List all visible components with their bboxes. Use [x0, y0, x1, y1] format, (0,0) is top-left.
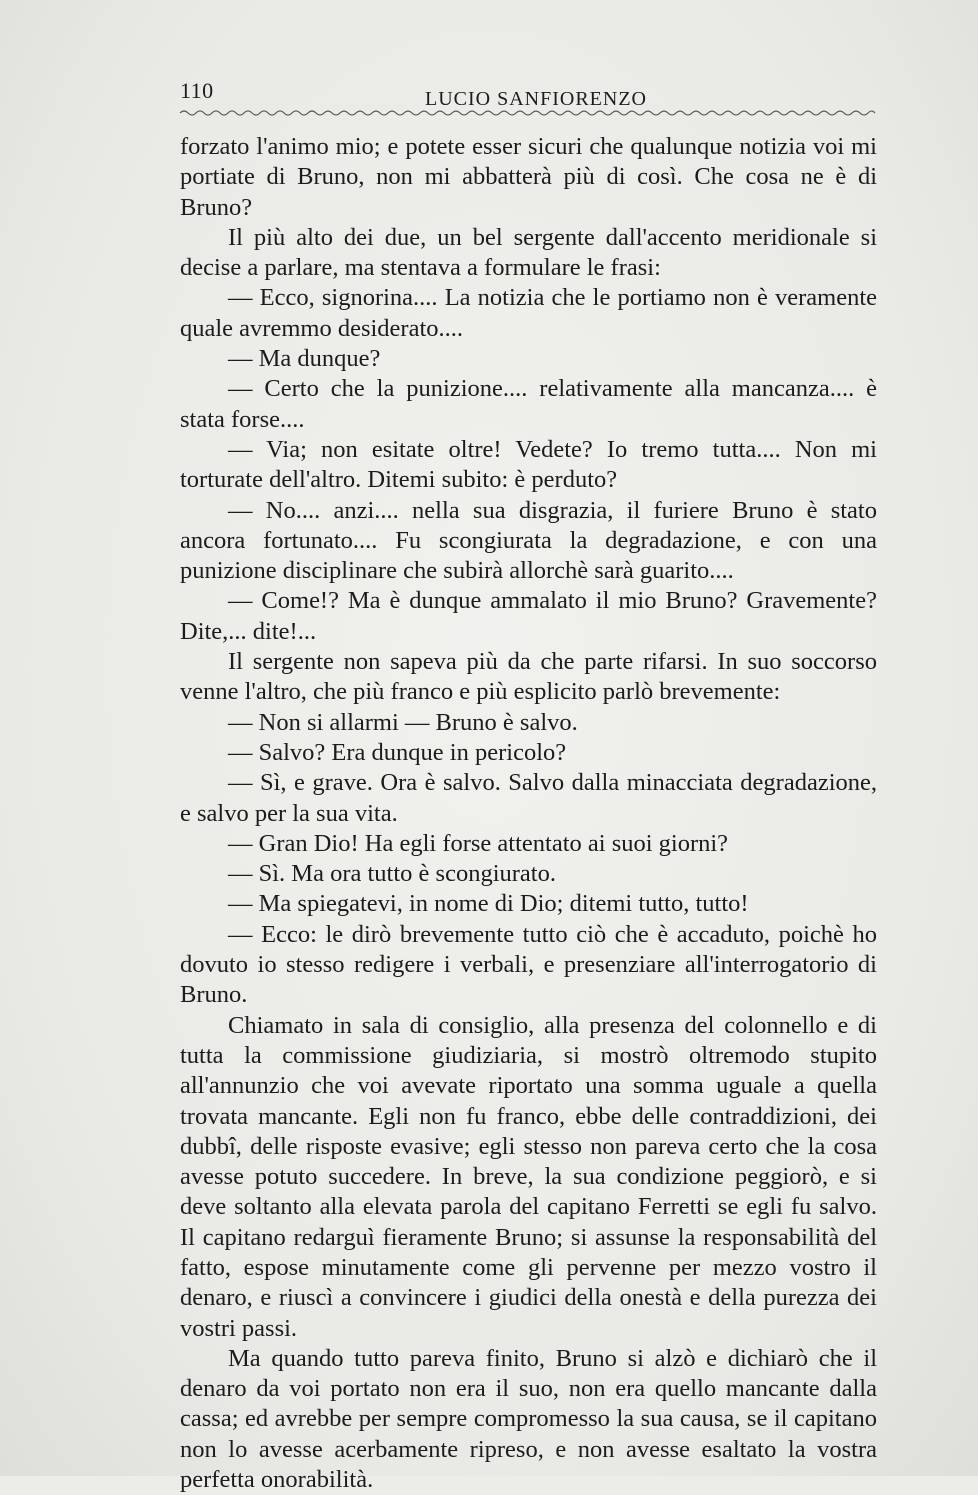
page-number: 110 — [180, 78, 214, 103]
dialogue-line: — Gran Dio! Ha egli forse attentato ai suoi giorni? — [228, 829, 729, 857]
dialogue-line: — Come!? Ma è dunque ammalato il mio Bruno? Gravemente? Dite,... dite!... — [180, 587, 877, 645]
body-text — [180, 132, 877, 1495]
dialogue-line: — No.... anzi.... nella sua disgrazia, il furiere Bruno è stato ancora fortunato.... Fu scongiurata la degradazione, e con una punizione disciplinare che subirà allorchè sarà guarito.... — [180, 496, 877, 585]
dialogue-line: — Ecco: le dirò brevemente tutto ciò che è accaduto, poichè ho dovuto io stesso redigere i verbali, e presenziare all'interrogatorio di Bruno. — [180, 920, 877, 1009]
wavy-rule-ornament — [180, 107, 875, 117]
paragraph: Il più alto dei due, un bel sergente dall'accento meridionale si decise a parlare, ma stentava a formulare le frasi: — [180, 223, 877, 282]
paragraph: Chiamato in sala di consiglio, alla presenza del colonnello e di tutta la commissione giudiziaria, si mostrò oltremodo stupito all'annunzio che voi avevate riportato una somma uguale a quella trovata mancante. Egli non fu franco, ebbe delle contraddizioni, dei dubbî, delle risposte evasive; egli stesso non pareva certo che la cosa avesse potuto succedere. In breve, la sua condizione peggiorò, e si deve soltanto alla elevata parola del capitano Ferretti se egli fu salvo. Il capitano redarguì fieramente Bruno; si assunse la responsabilità del fatto, espose minutamente come gli pervenne per mezzo vostro il denaro, e riuscì a convincere i giudici della onestà e della purezza dei vostri passi. — [180, 1011, 877, 1342]
running-title: LUCIO SANFIORENZO — [425, 88, 647, 110]
dialogue-line: — Certo che la punizione.... relativamente alla mancanza.... è stata forse.... — [180, 375, 877, 433]
dialogue-line: — Salvo? Era dunque in pericolo? — [228, 738, 567, 766]
paragraph: forzato l'animo mio; e potete esser sicuri che qualunque notizia voi mi portiate di Bruno, non mi abbatterà più di così. Che cosa ne è di Bruno? — [180, 133, 877, 221]
dialogue-line: — Via; non esitate oltre! Vedete? Io tremo tutta.... Non mi torturate dell'altro. Ditemi subito: è perduto? — [180, 435, 877, 494]
dialogue-line: — Ecco, signorina.... La notizia che le portiamo non è veramente quale avremmo desiderato.... — [180, 284, 877, 342]
dialogue-line: — Sì, e grave. Ora è salvo. Salvo dalla minacciata degradazione, e salvo per la sua vita. — [180, 769, 877, 827]
dialogue-line: — Non si allarmi — Bruno è salvo. — [228, 708, 578, 736]
paragraph: Il sergente non sapeva più da che parte rifarsi. In suo soccorso venne l'altro, che più franco e più esplicito parlò brevemente: — [180, 648, 877, 706]
dialogue-line: — Ma dunque? — [228, 345, 381, 373]
dialogue-line: — Ma spiegatevi, in nome di Dio; ditemi tutto, tutto! — [228, 890, 749, 918]
page-header — [180, 78, 875, 118]
paragraph: Ma quando tutto pareva finito, Bruno si alzò e dichiarò che il denaro da voi portato non era il suo, non era quello mancante dalla cassa; ed avrebbe per sempre compromesso la sua causa, se il capitano non lo avesse acerbamente ripreso, e non avesse esaltato la vostra perfetta onorabilità. — [180, 1344, 877, 1494]
dialogue-line: — Sì. Ma ora tutto è scongiurato. — [228, 860, 556, 888]
